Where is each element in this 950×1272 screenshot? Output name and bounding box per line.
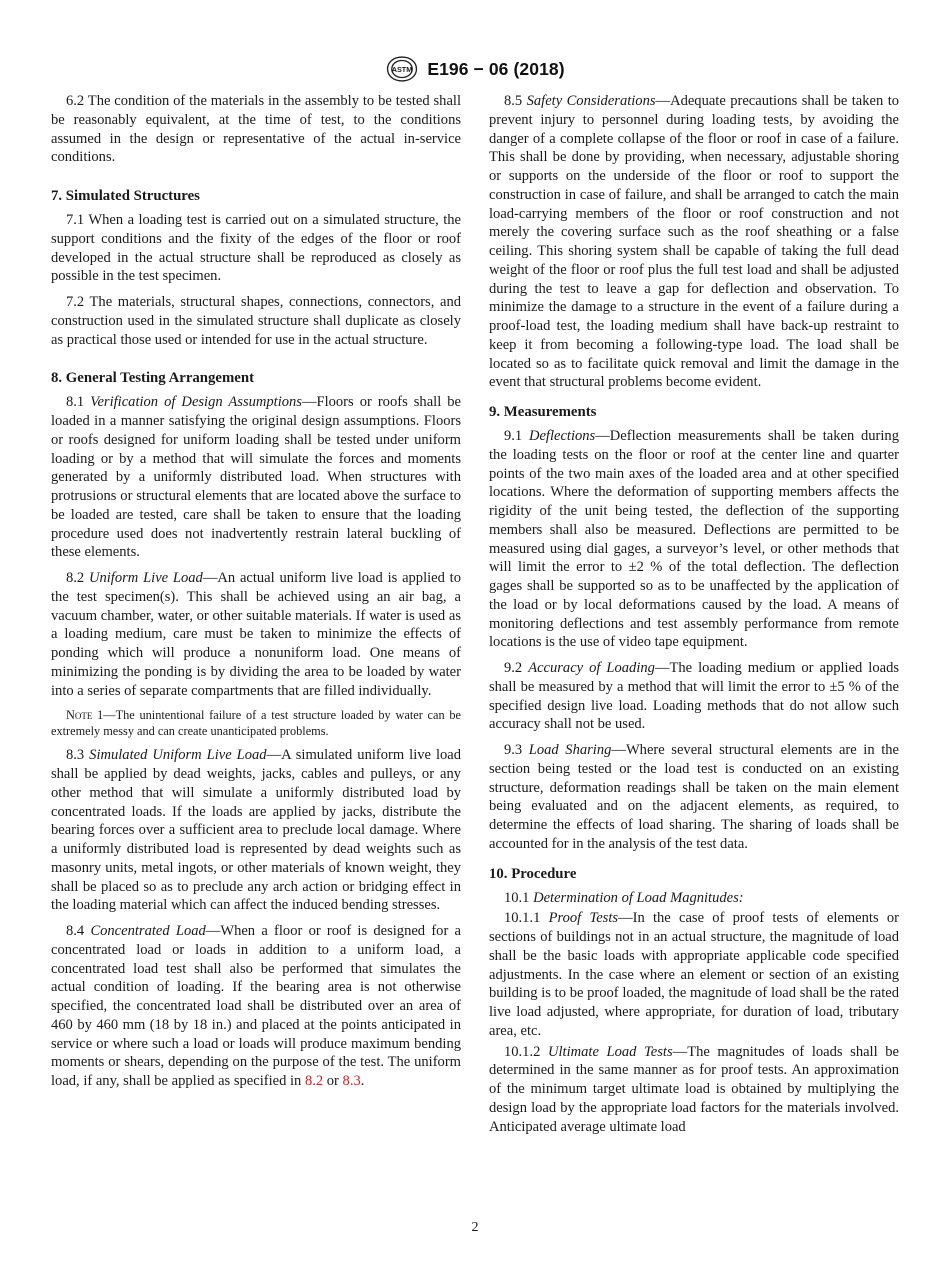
- page-number: 2: [471, 1220, 479, 1235]
- section-9-1: 9.1 Deflections—Deflection measurements shall be taken during the loading tests on the floor or roof at the center line and quarter points of the two main axes of the loaded area and at other specified locations. Where the deformation of supporting members affects the rigidity of the unit being tested, the deflection of the supporting members shall also be measured. Deflections are permitted to be measured using dial gages, a surveyor’s level, or other methods that will limit the error to ±2 % of the total deflection. The deflection gages shall be supported so as to be unaffected by the application of the load or by local deformations caused by the load. A means of monitoring deflections and test assembly performance from remote locations is the use of video tape equipment.: [489, 428, 899, 651]
- section-8-2: 8.2 Uniform Live Load—An actual uniform live load is applied to the test specimen(s). This shall be achieved using an air bag, a vacuum chamber, water, or other suitable materials. If water is used as a loading medium, care must be taken to minimize the effects of ponding which will produce a nonuniform load. One means of minimizing the ponding is by dividing the area to be loaded by water into a series of separate compartments that are filled individually.: [51, 570, 461, 699]
- heading-7: 7. Simulated Structures: [51, 188, 200, 204]
- xref-8-3-link[interactable]: 8.3: [342, 1073, 361, 1089]
- section-7-2: 7.2 The materials, structural shapes, connections, connectors, and construction used in the simulated structure shall duplicate as closely as practical those used or intended for use in the actual structure.: [51, 294, 461, 348]
- section-8-5: 8.5 Safety Considerations—Adequate precautions shall be taken to prevent injury to personnel during loading tests, by avoiding the danger of a complete collapse of the floor or roof in case of a failure. This shall be done by providing, when necessary, adjustable shoring or supports on the underside of the floor or roof to support the construction in case of failure, and shall be arranged to catch the main load-carrying members of the floor or roof construction and not merely the covering surface such as the roof sheathing or a false ceiling. This shoring system shall be capable of taking the full dead weight of the floor or roof plus the full test load and shall be adjusted during the test to leave a gap for deflection and observation. To minimize the damage to a structure in the event of a failure during a proof-load test, the loading medium shall have back-up restraint to keep it from becoming a following-type load. The load shall be located so as to facilitate quick removal and limit the damage in the event that structural problems become evident.: [489, 93, 900, 391]
- standard-designation: E196 − 06 (2018): [427, 58, 565, 79]
- page-header: [0, 54, 950, 84]
- section-10-1-2: 10.1.2 Ultimate Load Tests—The magnitudes of loads shall be determined in the same manner as for proof tests. An approximation of the minimum target ultimate load is obtained by multiplying the design load by the appropriate load factors for the materials involved. Anticipated average ultimate load: [489, 1043, 899, 1135]
- svg-text:ASTM: ASTM: [392, 64, 413, 74]
- section-6-2: 6.2 The condition of the materials in the assembly to be tested shall be reasonably equivalent, at the time of test, to the conditions assumed in the design or representative of the actual in-service conditions.: [51, 93, 461, 166]
- section-8-3: 8.3 Simulated Uniform Live Load—A simulated uniform live load shall be applied by dead weights, jacks, cables and pulleys, or any other method that will simulate a uniformly distributed load by concentrated loads. If the loads are applied by jacks, distribute the bearing forces over a sufficient area to preclude local damage. Where a uniformly distributed load is represented by dead weights such as masonry units, metal ingots, or other materials of known weight, they shall be placed so as to preclude any arch action or bridging effect in the loading material which can affect the induced bending stresses.: [51, 747, 461, 914]
- heading-9: 9. Measurements: [489, 404, 597, 420]
- heading-8: 8. General Testing Arrangement: [51, 370, 255, 387]
- section-8-4: 8.4 Concentrated Load—When a floor or roof is designed for a concentrated load or loads in addition to a uniform load, a concentrated load test shall also be performed that simulates the actual condition of loading. If the bearing area is not otherwise specified, the concentrated load shall be distributed over an area of 460 by 460 mm (18 by 18 in.) and placed at the points anticipated in service or where such a load or loads will produce maximum bending moments or shears, depending on the purpose of the test. The uniform load, if any, shall be applied as specified in 8.2 or 8.3.: [51, 923, 462, 1089]
- heading-10: 10. Procedure: [489, 865, 577, 882]
- section-8-1: 8.1 Verification of Design Assumptions—Floors or roofs shall be loaded in a manner satisfying the original design assumptions. Floors or roofs designed for uniform loading shall be tested under uniform loading or by a method that will simulate the forces and moments generated by a uniformly distributed load. When structures with protrusions or structural elements that are located above the surface to be loaded are tested, care shall be taken to ensure that the loading procedure used does not inadvertently restrain lateral buckling of these elements.: [51, 394, 461, 561]
- section-10-1: 10.1 Determination of Load Magnitudes:: [504, 889, 744, 906]
- left-column: [51, 92, 461, 1098]
- xref-8-2-link[interactable]: 8.2: [304, 1073, 324, 1089]
- section-9-3: 9.3 Load Sharing—Where several structural elements are in the section being tested or the load test is conducted on an existing structure, deformation readings shall be taken on the main element being evaluated and on the adjacent elements, as required, to determine the effects of load sharing. The sharing of loads shall be accounted for in the analysis of the test data.: [489, 742, 899, 852]
- astm-logo-icon: [385, 55, 419, 83]
- section-7-1: 7.1 When a loading test is carried out on a simulated structure, the support conditions and the fixity of the edges of the floor or roof developed in the actual structure shall be reproduced as closely as possible in the test specimen.: [51, 212, 461, 285]
- section-9-2: 9.2 Accuracy of Loading—The loading medium or applied loads shall be measured by a method that will limit the error to ±5 % of the specified design live load. Loading methods that do not allow such accuracy shall not be used.: [489, 660, 900, 733]
- right-column: [489, 92, 899, 1143]
- note-1: Note 1—The unintentional failure of a test structure loaded by water can be extremely messy and can create unanticipated problems.: [51, 708, 461, 739]
- section-10-1-1: 10.1.1 Proof Tests—In the case of proof tests of elements or sections of buildings not in an actual structure, the magnitude of load shall be the basic loads with appropriate applicable code specified adjustments. In the case where an element or section of an existing building is to be proof loaded, the magnitude of load shall be the rated live load adjusted, where appropriate, for duration of load, tributary area, etc.: [489, 910, 899, 1039]
